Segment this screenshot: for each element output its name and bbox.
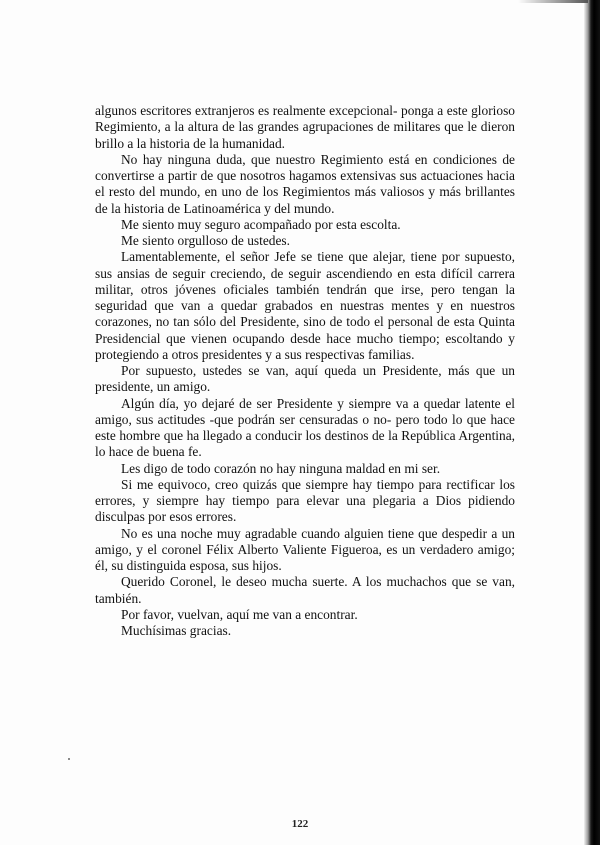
paragraph: Me siento muy seguro acompañado por esta escolta.	[121, 216, 401, 232]
paragraph: No es una noche muy agradable cuando alguien tiene que despedir a un amigo, y el coronel Félix Alberto Valiente Figueroa, es un verdadero amigo; él, su distinguida esposa, sus hijos.	[95, 525, 515, 573]
page-number: 122	[291, 818, 309, 830]
body-text	[95, 103, 515, 639]
paragraph: Algún día, yo dejaré de ser Presidente y siempre va a quedar latente el amigo, sus actitudes -que podrán ser censuradas o no- pero todo lo que hace este hombre que ha llegado a conducir los destinos de la República Argentina, lo hace de buena fe.	[95, 395, 515, 460]
paragraph: Les digo de todo corazón no hay ninguna maldad en mi ser.	[121, 460, 441, 476]
paragraph: Me siento orgulloso de ustedes.	[121, 233, 290, 248]
paragraph-continued: algunos escritores extranjeros es realmente excepcional- ponga a este glorioso Regimiento, a la altura de las grandes agrupaciones de militares que le dieron brillo a la historia de la humanidad.	[95, 103, 515, 151]
scan-speck	[68, 758, 70, 760]
paragraph: Lamentablemente, el señor Jefe se tiene que alejar, tiene por supuesto, sus ansias de seguir creciendo, de seguir ascendiendo en esta difícil carrera militar, otros jóvenes oficiales también tendrán que irse, pero tengan la seguridad que van a quedar grabados en nuestras mentes y en nuestros corazones, no tan sólo del Presidente, sino de todo el personal de esta Quinta Presidencial que vienen ocupando desde hace mucho tiempo; escoltando y protegiendo a otros presidentes y a sus respectivas familias.	[95, 249, 515, 362]
paragraph: Por supuesto, ustedes se van, aquí queda un Presidente, más que un presidente, un amigo.	[95, 363, 515, 395]
paragraph: Si me equivoco, creo quizás que siempre hay tiempo para rectificar los errores, y siempre hay tiempo para elevar una plegaria a Dios pidiendo disculpas por esos errores.	[95, 476, 515, 525]
paragraph: No hay ninguna duda, que nuestro Regimiento está en condiciones de convertirse a partir de que nosotros hagamos extensivas sus actuaciones hacia el resto del mundo, en uno de los Regimientos más valiosos y más brillantes de la historia de Latinoamérica y del mundo.	[95, 151, 515, 216]
paragraph: Por favor, vuelvan, aquí me van a encontrar.	[121, 606, 358, 622]
paragraph: Querido Coronel, le deseo mucha suerte. A los muchachos que se van, también.	[95, 574, 515, 606]
book-binding-shadow	[584, 0, 600, 845]
page-top-edge-shadow	[518, 0, 588, 3]
paragraph: Muchísimas gracias.	[121, 623, 232, 638]
